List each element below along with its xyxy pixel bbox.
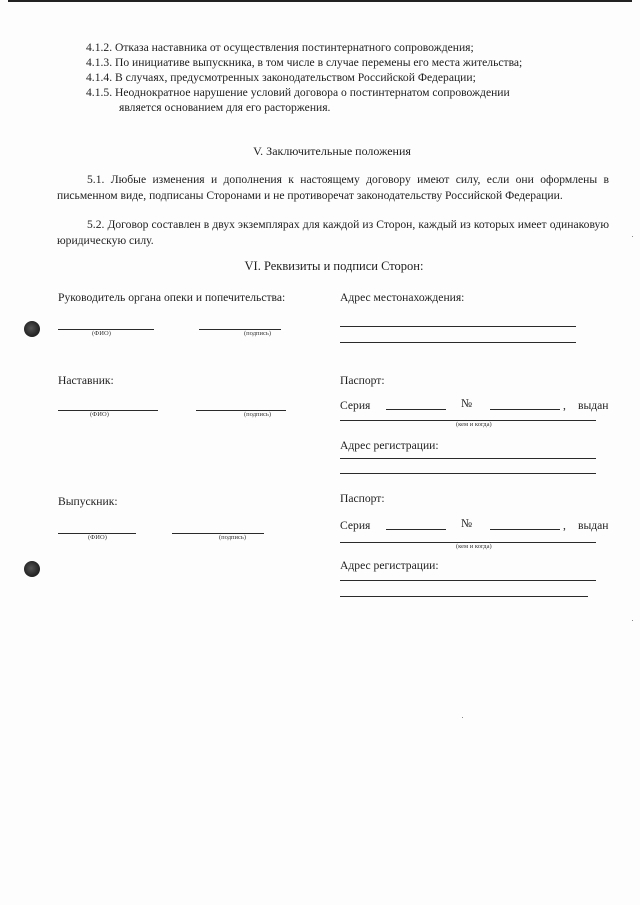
mentor-fio-caption: (ФИО) [90,411,109,418]
paragraph-5-1: 5.1. Любые изменения и дополнения к настоящему договору имеют силу, если они оформлены в письменном виде, подписаны Сторонами и не противоречат законодательству Российской Федерации. [57,173,609,202]
graduate-issued-label: выдан [578,519,609,532]
graduate-number-label: № [461,517,473,530]
mentor-series-label: Серия [340,399,371,412]
mentor-signature-line[interactable] [196,410,286,411]
scan-speck [462,717,463,718]
hole-punch-mark [24,561,40,577]
scan-speck [632,236,633,237]
graduate-registration-line-1[interactable] [340,580,596,581]
guardian-address-label: Адрес местонахождения: [340,291,465,304]
mentor-signature-caption: (подпись) [244,411,271,418]
mentor-registration-line-1[interactable] [340,458,596,459]
mentor-label: Наставник: [58,374,114,387]
graduate-label: Выпускник: [58,495,118,508]
clause-4-1-5-continuation: является основанием для его расторжения. [119,101,331,114]
guardian-label: Руководитель органа опеки и попечительства: [58,291,286,304]
guardian-signature-caption: (подпись) [244,330,271,337]
mentor-comma: , [563,399,566,412]
scan-speck [632,620,633,621]
clause-4-1-2: 4.1.2. Отказа наставника от осуществления постинтернатного сопровождения; [86,41,474,54]
graduate-series-line[interactable] [386,529,446,530]
graduate-signature-caption: (подпись) [219,534,246,541]
graduate-registration-line-2[interactable] [340,596,588,597]
graduate-comma: , [563,519,566,532]
section-5-heading: V. Заключительные положения [253,144,411,158]
mentor-passport-label: Паспорт: [340,374,385,387]
paragraph-5-2: 5.2. Договор составлен в двух экземплярах для каждой из Сторон, каждый из которых имеет одинаковую юридическую силу. [57,218,609,247]
top-border-line [8,0,632,2]
graduate-registration-label: Адрес регистрации: [340,559,439,572]
graduate-fio-caption: (ФИО) [88,534,107,541]
mentor-issued-label: выдан [578,399,609,412]
mentor-issued-caption: (кем и когда) [456,421,492,428]
graduate-number-line[interactable] [490,529,560,530]
section-6-heading: VI. Реквизиты и подписи Сторон: [244,259,424,273]
guardian-address-line-2[interactable] [340,342,576,343]
mentor-series-line[interactable] [386,409,446,410]
graduate-issued-caption: (кем и когда) [456,543,492,550]
guardian-fio-caption: (ФИО) [92,330,111,337]
mentor-number-label: № [461,397,473,410]
graduate-passport-label: Паспорт: [340,492,385,505]
clause-4-1-3: 4.1.3. По инициативе выпускника, в том числе в случае перемены его места жительства; [86,56,523,69]
clause-4-1-4: 4.1.4. В случаях, предусмотренных законодательством Российской Федерации; [86,71,476,84]
mentor-registration-label: Адрес регистрации: [340,439,439,452]
clause-4-1-5: 4.1.5. Неоднократное нарушение условий договора о постинтернатом сопровождении [86,86,510,99]
guardian-address-line-1[interactable] [340,326,576,327]
graduate-series-label: Серия [340,519,371,532]
mentor-registration-line-2[interactable] [340,473,596,474]
hole-punch-mark [24,321,40,337]
graduate-signature-line[interactable] [172,533,264,534]
mentor-number-line[interactable] [490,409,560,410]
